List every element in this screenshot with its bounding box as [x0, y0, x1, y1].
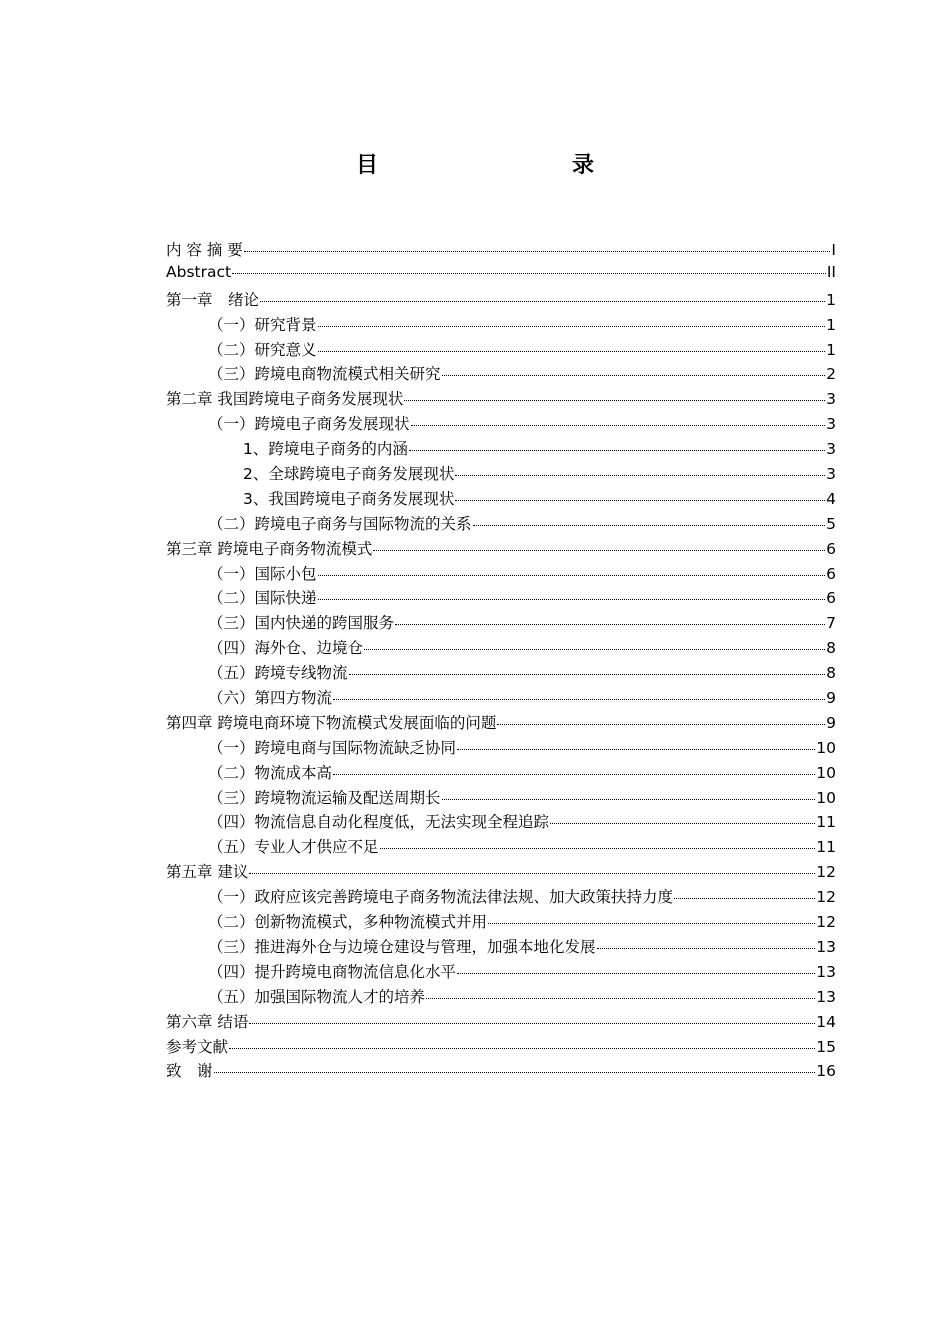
toc-entry-title: （三）推进海外仓与边境仓建设与管理，加强本地化发展	[208, 937, 596, 956]
dot-leader	[455, 475, 825, 476]
toc-entry[interactable]	[166, 537, 836, 562]
toc-entry[interactable]	[166, 487, 836, 512]
toc-entry-title: 致 谢	[166, 1062, 213, 1081]
toc-entry-title: （三）跨境物流运输及配送周期长	[208, 788, 441, 807]
toc-entry-title: （三）国内快递的跨国服务	[208, 614, 395, 633]
dot-leader	[373, 550, 825, 551]
toc-entry-title: Abstract	[166, 262, 232, 281]
table-of-contents	[166, 238, 836, 1084]
toc-entry-title: 第五章 建议	[166, 863, 249, 882]
toc-entry[interactable]	[166, 686, 836, 711]
toc-page-number: 1	[826, 290, 836, 309]
toc-entry[interactable]	[166, 362, 836, 387]
toc-entry-title: （六）第四方物流	[208, 689, 333, 708]
dot-leader	[550, 823, 815, 824]
toc-entry-title: 第六章 结语	[166, 1012, 249, 1031]
dot-leader	[249, 1023, 815, 1024]
toc-entry[interactable]	[166, 313, 836, 338]
toc-page-number: 6	[826, 564, 836, 583]
toc-page-number: 9	[826, 689, 836, 708]
toc-entry-title: 1、跨境电子商务的内涵	[243, 440, 408, 459]
dot-leader	[426, 998, 815, 999]
dot-leader	[497, 724, 825, 725]
dot-leader	[260, 301, 825, 302]
dot-leader	[404, 400, 825, 401]
toc-entry-title: （一）政府应该完善跨境电子商务物流法律法规、加大政策扶持力度	[208, 888, 674, 907]
dot-leader	[333, 774, 815, 775]
dot-leader	[473, 525, 826, 526]
dot-leader	[455, 500, 825, 501]
toc-entry-title: 参考文献	[166, 1037, 229, 1056]
dot-leader	[318, 599, 826, 600]
toc-entry[interactable]	[166, 1010, 836, 1035]
dot-leader	[229, 1048, 815, 1049]
toc-page-number: 9	[826, 713, 836, 732]
toc-entry-title: （二）物流成本高	[208, 763, 333, 782]
toc-entry-title: 第一章 绪论	[166, 290, 260, 309]
toc-entry-title: （三）跨境电商物流模式相关研究	[208, 365, 441, 384]
toc-entry-title: （一）国际小包	[208, 564, 317, 583]
toc-entry[interactable]	[166, 985, 836, 1010]
toc-page-number: II	[826, 262, 836, 281]
toc-entry-title: （一）跨境电商与国际物流缺乏协同	[208, 738, 457, 757]
toc-entry[interactable]	[166, 711, 836, 736]
toc-entry-title: 第四章 跨境电商环境下物流模式发展面临的问题	[166, 713, 497, 732]
toc-entry-title: 内 容 摘 要	[166, 241, 243, 259]
toc-entry[interactable]	[166, 835, 836, 860]
toc-entry[interactable]	[166, 437, 836, 462]
toc-entry[interactable]	[166, 810, 836, 835]
toc-entry[interactable]	[166, 885, 836, 910]
toc-page-number: 15	[816, 1037, 836, 1056]
dot-leader	[457, 973, 815, 974]
toc-page-number: 7	[826, 614, 836, 633]
dot-leader	[488, 923, 815, 924]
toc-page-number: 3	[826, 390, 836, 409]
toc-page-number: 2	[826, 365, 836, 384]
toc-page-number: 13	[816, 937, 836, 956]
dot-leader	[318, 326, 826, 327]
toc-entry[interactable]	[166, 462, 836, 487]
toc-page-number: 13	[816, 987, 836, 1006]
dot-leader	[442, 799, 816, 800]
toc-entry[interactable]	[166, 935, 836, 960]
toc-entry-title: （二）国际快递	[208, 589, 317, 608]
toc-entry-title: （五）加强国际物流人才的培养	[208, 987, 426, 1006]
dot-leader	[380, 848, 816, 849]
dot-leader	[442, 375, 826, 376]
toc-page-number: 10	[816, 763, 836, 782]
dot-leader	[597, 948, 816, 949]
toc-page-number: 8	[826, 664, 836, 683]
toc-page-number: I	[831, 241, 836, 259]
dot-leader	[318, 575, 826, 576]
toc-entry[interactable]	[166, 860, 836, 885]
toc-entry[interactable]	[166, 960, 836, 985]
toc-page-number: 1	[826, 315, 836, 334]
toc-page-number: 16	[816, 1062, 836, 1081]
toc-page-number: 12	[816, 888, 836, 907]
toc-entry-title: （四）海外仓、边境仓	[208, 639, 364, 658]
dot-leader	[409, 450, 825, 451]
toc-page-number: 5	[826, 514, 836, 533]
toc-page-number: 8	[826, 639, 836, 658]
dot-leader	[457, 749, 815, 750]
toc-entry[interactable]	[166, 586, 836, 611]
toc-entry-title: 3、我国跨境电子商务发展现状	[243, 489, 455, 508]
toc-entry[interactable]	[166, 562, 836, 587]
toc-page-number: 3	[826, 440, 836, 459]
toc-entry-title: （一）研究背景	[208, 315, 317, 334]
toc-entry-title: （二）创新物流模式，多种物流模式并用	[208, 913, 488, 932]
toc-entry[interactable]	[166, 1035, 836, 1060]
toc-page-number: 10	[816, 738, 836, 757]
dot-leader	[364, 649, 825, 650]
dot-leader	[674, 898, 815, 899]
toc-entry[interactable]	[166, 1059, 836, 1084]
toc-page-number: 12	[816, 913, 836, 932]
toc-entry-title: （四）提升跨境电商物流信息化水平	[208, 962, 457, 981]
toc-entry-title: （五）跨境专线物流	[208, 664, 348, 683]
toc-page-number: 6	[826, 589, 836, 608]
dot-leader	[249, 873, 815, 874]
toc-entry-title: （二）跨境电子商务与国际物流的关系	[208, 514, 472, 533]
dot-leader	[333, 699, 825, 700]
toc-page-number: 3	[826, 465, 836, 484]
toc-page-number: 11	[816, 838, 836, 857]
toc-entry[interactable]	[166, 910, 836, 935]
toc-entry[interactable]	[166, 238, 836, 263]
toc-page-number: 10	[816, 788, 836, 807]
toc-page-number: 1	[826, 340, 836, 359]
toc-entry[interactable]	[166, 338, 836, 363]
toc-entry[interactable]	[166, 661, 836, 686]
dot-leader	[349, 674, 826, 675]
toc-entry-title: 第三章 跨境电子商务物流模式	[166, 539, 373, 558]
toc-entry[interactable]	[166, 736, 836, 761]
toc-entry-title: （二）研究意义	[208, 340, 317, 359]
dot-leader	[214, 1072, 816, 1073]
toc-entry-title: （一）跨境电子商务发展现状	[208, 415, 410, 434]
toc-page-number: 6	[826, 539, 836, 558]
toc-page-number: 3	[826, 415, 836, 434]
dot-leader	[244, 251, 831, 252]
page-title: 目 录	[355, 153, 644, 178]
dot-leader	[411, 425, 826, 426]
toc-page-number: 12	[816, 863, 836, 882]
toc-entry[interactable]	[166, 387, 836, 412]
toc-page-number: 14	[816, 1012, 836, 1031]
toc-entry[interactable]	[166, 288, 836, 313]
toc-entry[interactable]	[166, 611, 836, 636]
dot-leader	[395, 624, 825, 625]
toc-page-number: 13	[816, 962, 836, 981]
toc-page-number: 11	[816, 813, 836, 832]
toc-entry[interactable]	[166, 263, 836, 288]
toc-entry[interactable]	[166, 636, 836, 661]
dot-leader	[232, 273, 826, 274]
toc-entry[interactable]	[166, 512, 836, 537]
toc-entry[interactable]	[166, 412, 836, 437]
toc-entry-title: 第二章 我国跨境电子商务发展现状	[166, 390, 404, 409]
toc-page-number: 4	[826, 489, 836, 508]
toc-entry[interactable]	[166, 786, 836, 811]
toc-entry-title: （四）物流信息自动化程度低，无法实现全程追踪	[208, 813, 550, 832]
dot-leader	[318, 351, 826, 352]
toc-entry-title: （五）专业人才供应不足	[208, 838, 379, 857]
toc-entry-title: 2、全球跨境电子商务发展现状	[243, 465, 455, 484]
toc-entry[interactable]	[166, 761, 836, 786]
